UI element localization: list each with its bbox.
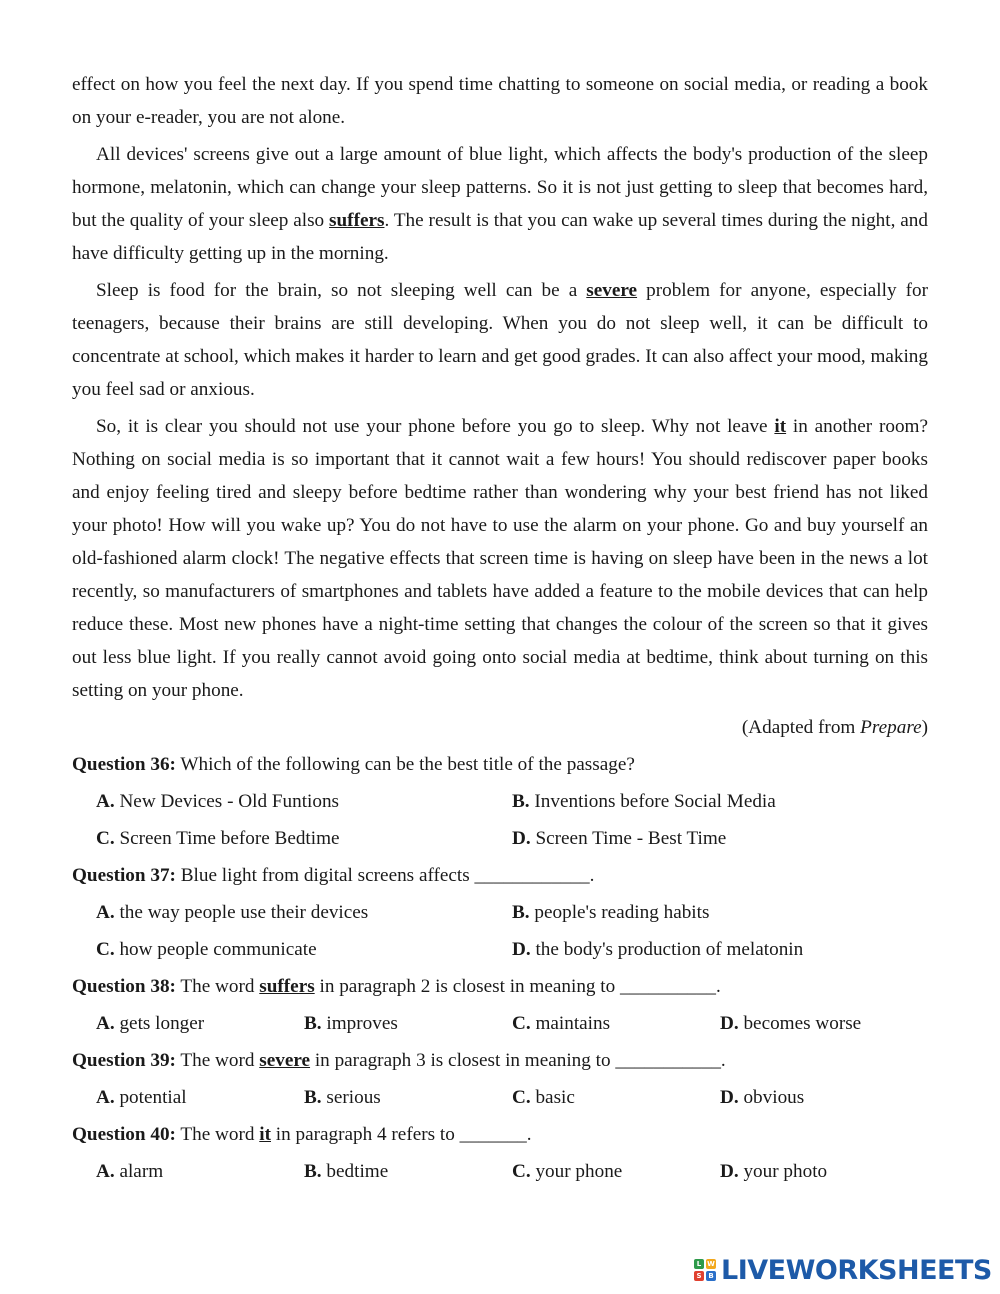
option-text: people's reading habits	[529, 902, 710, 923]
keyword-underlined: it	[259, 1124, 271, 1145]
answer-options	[72, 896, 928, 966]
keyword-underlined: severe	[586, 280, 638, 301]
worksheet-page	[72, 68, 928, 1192]
source-suffix: )	[921, 717, 928, 738]
option-text: Screen Time - Best Time	[530, 828, 727, 849]
option-letter: A.	[96, 1087, 115, 1108]
text-run: The word	[175, 1124, 260, 1145]
question-number: Question 36:	[72, 754, 176, 775]
option-letter: D.	[720, 1087, 739, 1108]
text-run: in paragraph 2 is closest in meaning to __________.	[314, 976, 721, 997]
logo-square: B	[706, 1271, 716, 1281]
option-letter: D.	[720, 1013, 739, 1034]
option-letter: B.	[512, 791, 530, 812]
option-text: gets longer	[114, 1013, 205, 1034]
logo-text: LIVEWORKSHEETS	[721, 1254, 992, 1286]
text-run: problem for anyone, especially for teenagers, because their brains are still developing. When you do not sleep well, it can be difficult to concentrate at school, which makes it harder to learn and get good grades. It can also affect your mood, making you feel sad or anxious.	[72, 280, 928, 400]
answer-options	[72, 1155, 928, 1188]
answer-option[interactable]	[96, 822, 512, 855]
question-number: Question 40:	[72, 1124, 176, 1145]
text-run: . The result is that you can wake up several times during the night, and have difficulty getting up in the morning.	[72, 210, 928, 264]
question-stem	[72, 970, 928, 1003]
question-stem	[72, 859, 928, 892]
option-text: serious	[321, 1087, 381, 1108]
option-letter: B.	[304, 1161, 322, 1182]
question-number: Question 39:	[72, 1050, 176, 1071]
option-text: New Devices - Old Funtions	[114, 791, 340, 812]
logo-mark-icon	[694, 1259, 716, 1281]
option-letter: B.	[304, 1013, 322, 1034]
text-run: So, it is clear you should not use your phone before you go to sleep. Why not leave	[96, 416, 775, 437]
option-letter: C.	[512, 1161, 531, 1182]
option-letter: C.	[512, 1087, 531, 1108]
answer-option[interactable]	[96, 896, 512, 929]
passage-paragraph	[72, 410, 928, 707]
option-letter: A.	[96, 1161, 115, 1182]
answer-option[interactable]	[304, 1155, 512, 1188]
answer-option[interactable]	[720, 1007, 928, 1040]
option-letter: D.	[512, 828, 531, 849]
passage-paragraph	[72, 68, 928, 134]
option-text: your photo	[738, 1161, 828, 1182]
answer-options	[72, 785, 928, 855]
answer-option[interactable]	[512, 785, 928, 818]
text-run: All devices' screens give out a large amount of blue light, which affects the body's production of the sleep hormone, melatonin, which can change your sleep patterns. So it is not just getting to sleep that becomes hard, but the quality of your sleep also	[72, 144, 928, 231]
option-letter: B.	[512, 902, 530, 923]
text-run: Sleep is food for the brain, so not sleeping well can be a	[96, 280, 587, 301]
passage-paragraph	[72, 138, 928, 270]
option-letter: C.	[512, 1013, 531, 1034]
answer-option[interactable]	[512, 1081, 720, 1114]
answer-option[interactable]	[96, 1155, 304, 1188]
question-stem	[72, 1118, 928, 1151]
answer-options	[72, 1007, 928, 1040]
option-letter: A.	[96, 1013, 115, 1034]
liveworksheets-logo	[694, 1256, 992, 1284]
keyword-underlined: suffers	[259, 976, 315, 997]
option-text: Screen Time before Bedtime	[114, 828, 340, 849]
option-letter: A.	[96, 902, 115, 923]
option-text: how people communicate	[114, 939, 317, 960]
logo-square: W	[707, 1260, 715, 1268]
text-run: The word	[175, 976, 260, 997]
passage-paragraph	[72, 274, 928, 406]
answer-option[interactable]	[304, 1081, 512, 1114]
option-letter: D.	[512, 939, 531, 960]
option-text: alarm	[114, 1161, 164, 1182]
answer-option[interactable]	[720, 1155, 928, 1188]
text-run: in paragraph 4 refers to _______.	[271, 1124, 532, 1145]
answer-option[interactable]	[96, 1007, 304, 1040]
source-title: Prepare	[860, 717, 922, 738]
answer-option[interactable]	[512, 896, 928, 929]
text-run: in another room? Nothing on social media is so important that it cannot wait a few hours! You should rediscover paper books and enjoy feeling tired and sleepy before bedtime rather than wondering why your best friend has not liked your photo! How will you wake up? You do not have to use the alarm on your phone. Go and buy yourself an old-fashioned alarm clock! The negative effects that screen time is having on sleep have been in the news a lot recently, so manufacturers of smartphones and tablets have added a feature to the mobile devices that can help reduce these. Most new phones have a night-time setting that changes the colour of the screen so that it gives out less blue light. If you really cannot avoid going onto social media at bedtime, think about turning on this setting on your phone.	[72, 416, 928, 701]
option-letter: C.	[96, 828, 115, 849]
keyword-underlined: suffers	[329, 210, 385, 231]
question-number: Question 38:	[72, 976, 176, 997]
option-text: the way people use their devices	[114, 902, 369, 923]
option-text: potential	[114, 1087, 187, 1108]
reading-passage	[72, 68, 928, 707]
answer-option[interactable]	[96, 1081, 304, 1114]
answer-option[interactable]	[512, 933, 928, 966]
option-text: improves	[321, 1013, 398, 1034]
answer-options	[72, 1081, 928, 1114]
answer-option[interactable]	[512, 1007, 720, 1040]
answer-option[interactable]	[96, 785, 512, 818]
answer-option[interactable]	[512, 822, 928, 855]
option-text: the body's production of melatonin	[530, 939, 804, 960]
logo-square: S	[694, 1271, 704, 1281]
question-stem	[72, 748, 928, 781]
text-run: effect on how you feel the next day. If you spend time chatting to someone on social media, or reading a book on your e-reader, you are not alone.	[72, 74, 928, 128]
keyword-underlined: severe	[259, 1050, 311, 1071]
option-text: basic	[530, 1087, 575, 1108]
option-text: obvious	[738, 1087, 805, 1108]
option-text: becomes worse	[738, 1013, 862, 1034]
text-run: The word	[175, 1050, 260, 1071]
source-prefix: (Adapted from	[741, 717, 861, 738]
option-letter: C.	[96, 939, 115, 960]
option-text: bedtime	[321, 1161, 389, 1182]
answer-option[interactable]	[304, 1007, 512, 1040]
option-letter: A.	[96, 791, 115, 812]
text-run: Blue light from digital screens affects ____________.	[175, 865, 595, 886]
answer-option[interactable]	[512, 1155, 720, 1188]
keyword-underlined: it	[774, 416, 787, 437]
text-run: in paragraph 3 is closest in meaning to ___________.	[310, 1050, 726, 1071]
question-stem	[72, 1044, 928, 1077]
option-text: your phone	[530, 1161, 623, 1182]
question-list	[72, 748, 928, 1188]
logo-square: L	[694, 1259, 704, 1269]
question-number: Question 37:	[72, 865, 176, 886]
source-citation	[72, 711, 928, 744]
answer-option[interactable]	[96, 933, 512, 966]
option-letter: D.	[720, 1161, 739, 1182]
option-text: Inventions before Social Media	[529, 791, 776, 812]
option-text: maintains	[530, 1013, 611, 1034]
text-run: Which of the following can be the best title of the passage?	[175, 754, 635, 775]
answer-option[interactable]	[720, 1081, 928, 1114]
option-letter: B.	[304, 1087, 322, 1108]
